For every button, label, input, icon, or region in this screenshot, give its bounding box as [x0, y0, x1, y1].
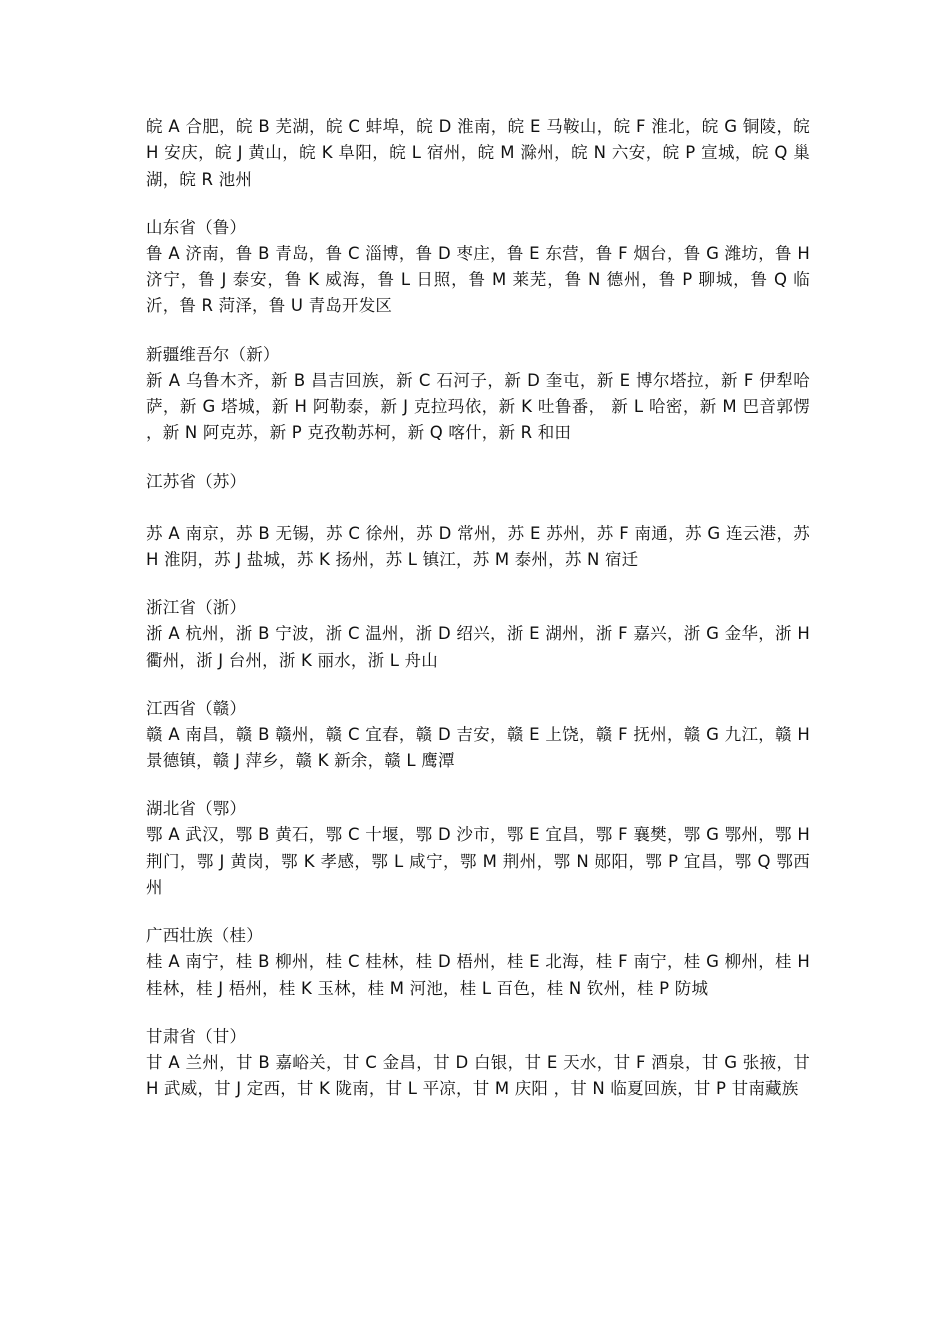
section-body: 赣 A 南昌，赣 B 赣州，赣 C 宜春，赣 D 吉安，赣 E 上饶，赣 F 抚州，赣 G 九江，赣 H 景德镇，赣 J 萍乡，赣 K 新余，赣 L 鹰潭 — [146, 724, 810, 771]
section-jiangxi — [146, 696, 810, 775]
section-heading: 湖北省（鄂） — [146, 799, 247, 819]
section-zhejiang — [146, 595, 810, 674]
section-shandong — [146, 215, 810, 320]
section-anhui — [146, 114, 810, 193]
section-body: 浙 A 杭州，浙 B 宁波，浙 C 温州，浙 D 绍兴，浙 E 湖州，浙 F 嘉兴，浙 G 金华，浙 H 衢州，浙 J 台州，浙 K 丽水，浙 L 舟山 — [146, 624, 810, 670]
section-heading: 江苏省（苏） — [146, 471, 247, 491]
section-body: 桂 A 南宁，桂 B 柳州，桂 C 桂林，桂 D 梧州，桂 E 北海，桂 F 南宁，桂 G 柳州，桂 H 桂林，桂 J 梧州，桂 K 玉林，桂 M 河池，桂 L 百色，桂 N 钦州，桂 P 防城 — [146, 952, 810, 998]
section-heading: 山东省（鲁） — [146, 217, 247, 237]
section-heading: 甘肃省（甘） — [146, 1026, 247, 1046]
section-body: 苏 A 南京，苏 B 无锡，苏 C 徐州，苏 D 常州，苏 E 苏州，苏 F 南通，苏 G 连云港，苏 H 淮阴，苏 J 盐城，苏 K 扬州，苏 L 镇江，苏 M 泰州，苏 N 宿迁 — [146, 523, 810, 569]
section-gansu — [146, 1024, 810, 1103]
section-heading: 新疆维吾尔（新） — [146, 344, 280, 364]
section-heading: 广西壮族（桂） — [146, 926, 263, 946]
section-body: 甘 A 兰州，甘 B 嘉峪关，甘 C 金昌，甘 D 白银，甘 E 天水，甘 F 酒泉，甘 G 张掖，甘 H 武威，甘 J 定西，甘 K 陇南，甘 L 平凉，甘 M 庆阳 ，甘 N 临夏回族，甘 P 甘南藏族 — [146, 1052, 810, 1099]
section-xinjiang — [146, 342, 810, 447]
section-heading: 江西省（赣） — [146, 698, 247, 718]
section-hubei — [146, 796, 810, 901]
section-jiangsu — [146, 469, 810, 574]
section-body: 新 A 乌鲁木齐，新 B 昌吉回族，新 C 石河子，新 D 奎屯，新 E 博尔塔拉，新 F 伊犁哈萨，新 G 塔城，新 H 阿勒泰，新 J 克拉玛依，新 K 吐鲁番， 新 L 哈密，新 M 巴音郭愣 ，新 N 阿克苏，新 P 克孜勒苏柯，新 Q 喀什，新 R 和田 — [146, 370, 810, 443]
section-heading: 浙江省（浙） — [146, 598, 247, 618]
section-body: 鲁 A 济南，鲁 B 青岛，鲁 C 淄博，鲁 D 枣庄，鲁 E 东营，鲁 F 烟台，鲁 G 潍坊，鲁 H 济宁，鲁 J 泰安，鲁 K 威海，鲁 L 日照，鲁 M 莱芜，鲁 N 德州，鲁 P 聊城，鲁 Q 临沂，鲁 R 菏泽，鲁 U 青岛开发区 — [146, 243, 810, 316]
section-body: 鄂 A 武汉，鄂 B 黄石，鄂 C 十堰，鄂 D 沙市，鄂 E 宜昌，鄂 F 襄樊，鄂 G 鄂州，鄂 H 荆门，鄂 J 黄岗，鄂 K 孝感，鄂 L 咸宁，鄂 M 荆州，鄂 N 郧阳，鄂 P 宜昌，鄂 Q 鄂西州 — [146, 825, 810, 898]
section-body: 皖 A 合肥，皖 B 芜湖，皖 C 蚌埠，皖 D 淮南，皖 E 马鞍山，皖 F 淮北，皖 G 铜陵，皖 H 安庆，皖 J 黄山，皖 K 阜阳，皖 L 宿州，皖 M 滁州，皖 N 六安，皖 P 宣城，皖 Q 巢湖，皖 R 池州 — [146, 117, 810, 189]
section-guangxi — [146, 923, 810, 1002]
document-page — [146, 114, 810, 1125]
